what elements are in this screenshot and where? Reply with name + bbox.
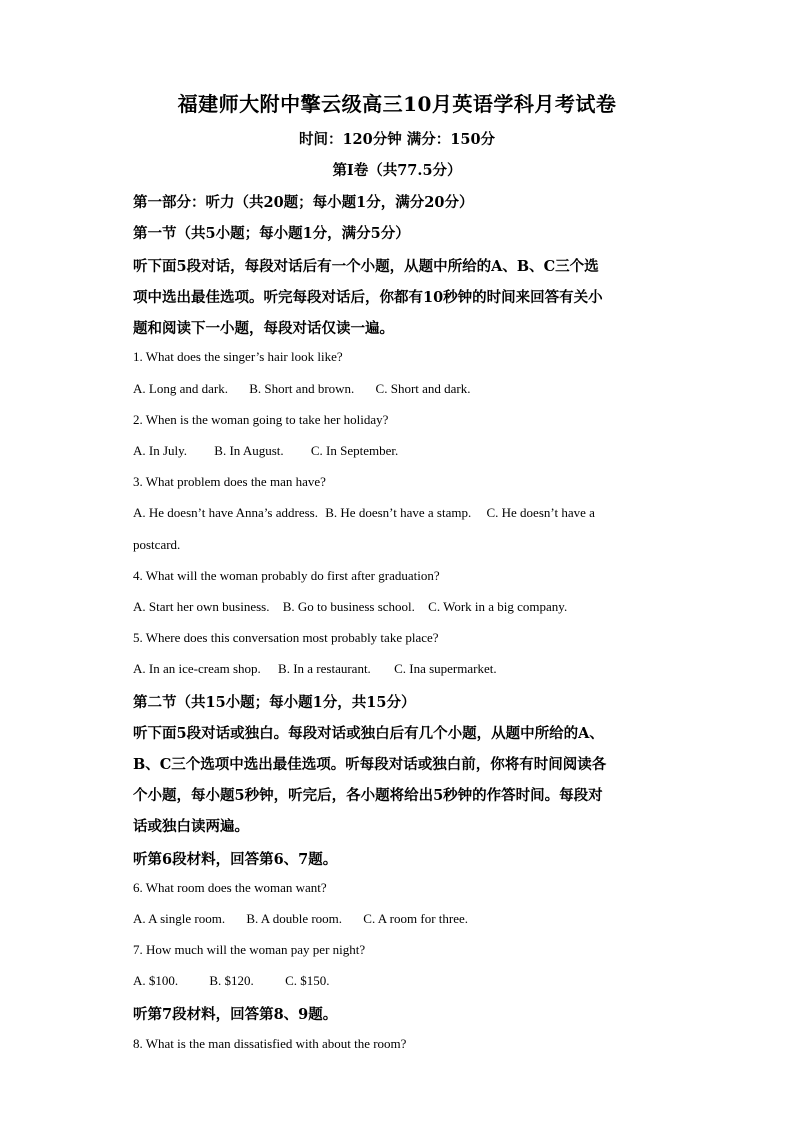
question-1-options (133, 381, 471, 397)
question-2-options (133, 443, 398, 459)
question-5-options (133, 661, 497, 677)
section1-instructions-line3: 题和阅读下一小题，每段对话仅读一遍。 (133, 320, 394, 337)
question-1: 1. What does the singer’s hair look like? (133, 349, 343, 364)
volume-heading: 第Ⅰ卷（共77.5分） (332, 162, 462, 179)
option-c: C. $150. (285, 973, 330, 988)
question-2: 2. When is the woman going to take her holiday? (133, 412, 389, 427)
option-c: C. Ina supermarket. (394, 661, 497, 676)
option-a: A. In July. (133, 443, 188, 458)
question-3-option-c-continued: postcard. (133, 537, 181, 552)
option-c: C. He doesn’t have a (486, 505, 595, 520)
material-7-heading: 听第7段材料，回答第8、9题。 (133, 1006, 338, 1023)
section2-instructions-line3: 个小题，每小题5秒钟，听完后，各小题将给出5秒钟的作答时间。每段对 (133, 787, 603, 804)
option-a: A. A single room. (133, 911, 226, 926)
option-c: C. Work in a big company. (428, 599, 568, 614)
question-6-options (133, 911, 468, 927)
section1-instructions-line1: 听下面5段对话，每段对话后有一个小题，从题中所给的A、B、C三个选 (133, 258, 599, 275)
section1-heading: 第一节（共5小题；每小题1分，满分5分） (133, 225, 410, 242)
section2-heading: 第二节（共15小题；每小题1分，共15分） (133, 694, 416, 711)
question-7-options (133, 973, 329, 989)
option-b: B. A double room. (246, 911, 343, 926)
part1-heading: 第一部分：听力（共20题；每小题1分，满分20分） (133, 194, 474, 211)
option-b: B. Go to business school. (282, 599, 415, 614)
exam-title: 福建师大附中擎云级高三10月英语学科月考试卷 (177, 92, 617, 116)
question-5: 5. Where does this conversation most probably take place? (133, 630, 439, 645)
option-b: B. In August. (214, 443, 284, 458)
option-b: B. $120. (209, 973, 254, 988)
option-c: C. Short and dark. (375, 381, 471, 396)
question-4-options (133, 599, 567, 615)
question-3: 3. What problem does the man have? (133, 474, 326, 489)
material-6-heading: 听第6段材料，回答第6、7题。 (133, 851, 338, 868)
option-a: A. Long and dark. (133, 381, 228, 396)
option-c: C. In September. (310, 443, 399, 458)
section1-instructions-line2: 项中选出最佳选项。听完每段对话后，你都有10秒钟的时间来回答有关小 (133, 289, 603, 306)
option-a: A. $100. (133, 973, 179, 988)
question-8: 8. What is the man dissatisfied with about the room? (133, 1036, 407, 1051)
option-a: A. He doesn’t have Anna’s address. (133, 505, 318, 520)
section2-instructions-line4: 话或独白读两遍。 (133, 818, 249, 835)
section2-instructions-line1: 听下面5段对话或独白。每段对话或独白后有几个小题，从题中所给的A、 (133, 725, 604, 742)
option-b: B. Short and brown. (249, 381, 355, 396)
question-3-options (133, 505, 595, 521)
option-a: A. Start her own business. (133, 599, 270, 614)
option-b: B. He doesn’t have a stamp. (325, 505, 472, 520)
option-a: A. In an ice-cream shop. (133, 661, 261, 676)
section2-instructions-line2: B、C三个选项中选出最佳选项。听每段对话或独白前，你将有时间阅读各 (133, 756, 607, 773)
option-b: B. In a restaurant. (278, 661, 371, 676)
option-c: C. A room for three. (363, 911, 469, 926)
question-4: 4. What will the woman probably do first after graduation? (133, 568, 440, 583)
time-info: 时间：120分钟 满分：150分 (298, 131, 496, 148)
question-6: 6. What room does the woman want? (133, 880, 327, 895)
question-7: 7. How much will the woman pay per night? (133, 942, 366, 957)
